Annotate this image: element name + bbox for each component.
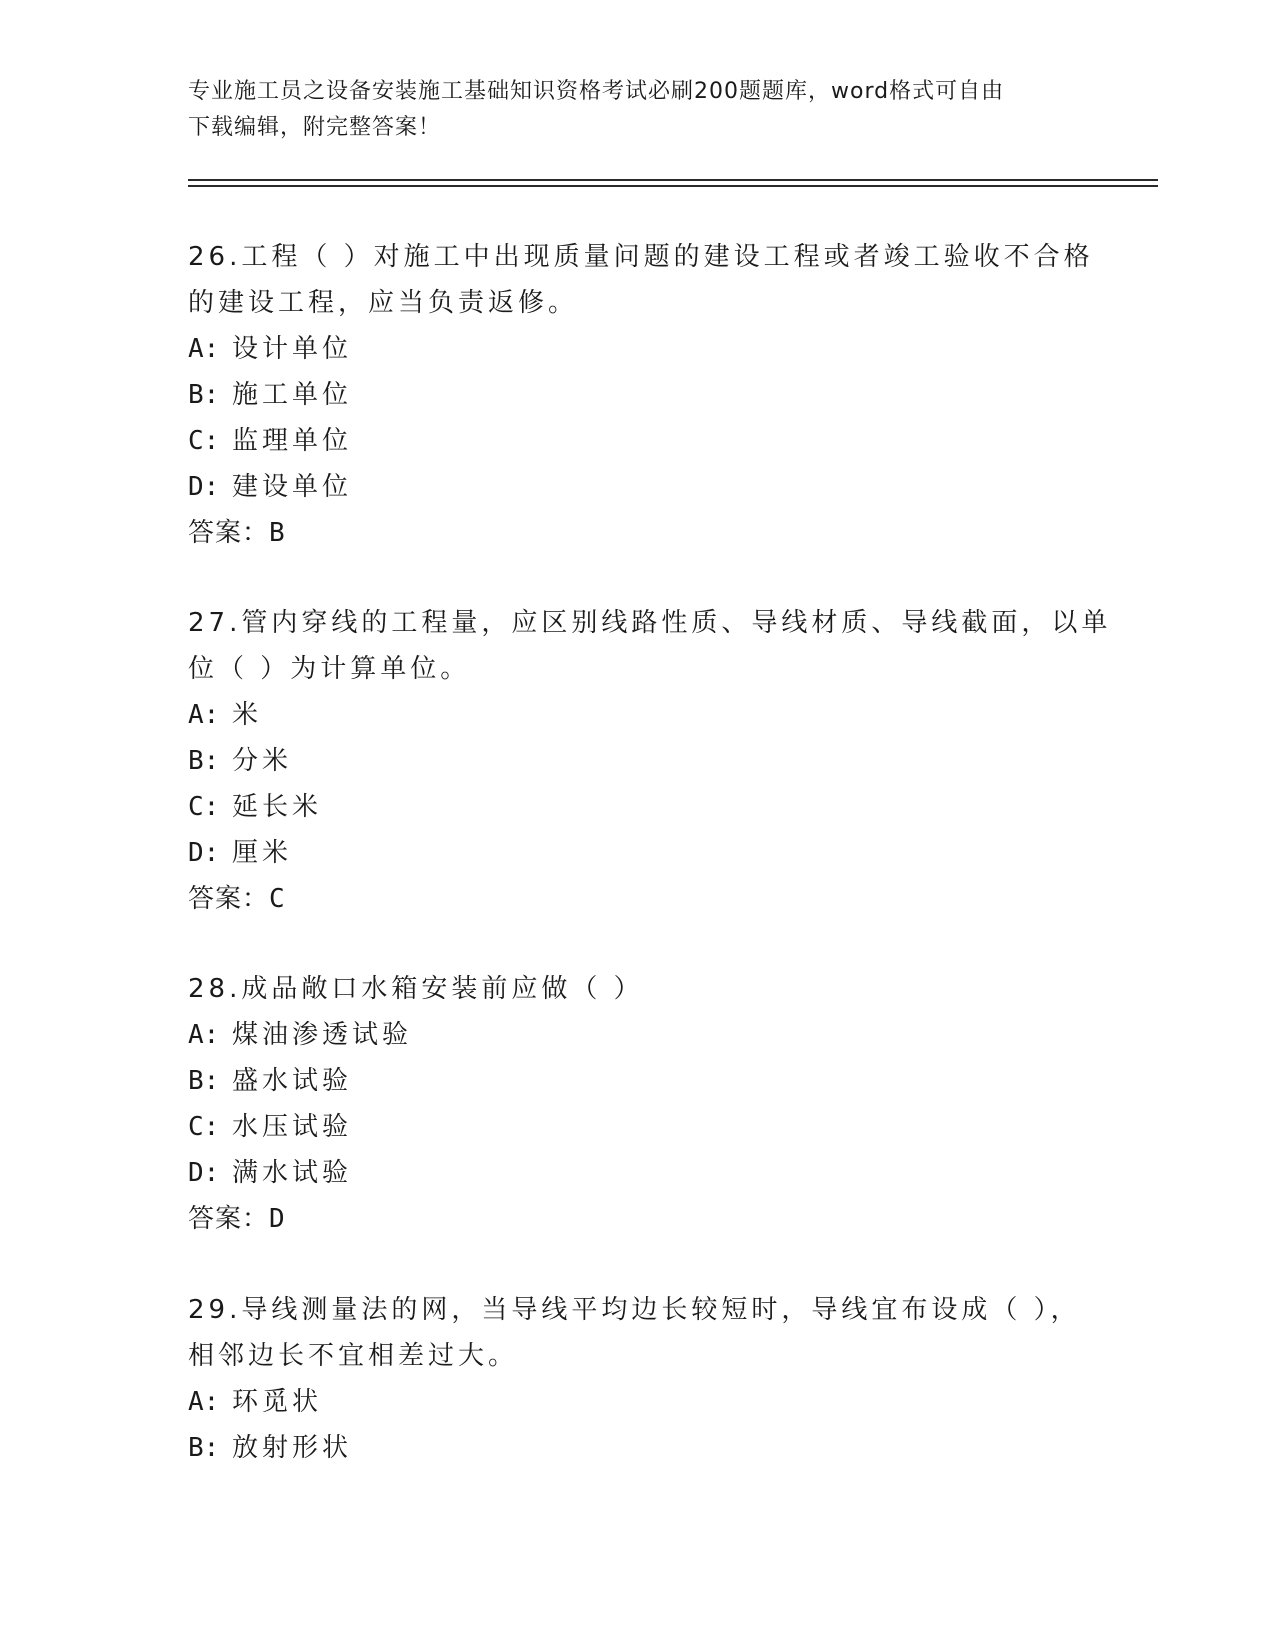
- question-text-line: 的建设工程，应当负责返修。: [188, 288, 579, 318]
- question-text-line: 29.导线测量法的网，当导线平均边长较短时，导线宜布设成（ ），: [188, 1295, 1081, 1325]
- option-b: [188, 738, 1088, 784]
- answer-label: 答案：: [188, 518, 270, 548]
- question-text-line: 位（ ）为计算单位。: [188, 654, 471, 684]
- option-key: D:: [188, 472, 220, 502]
- option-d: [188, 830, 1088, 876]
- option-a: [188, 692, 1088, 738]
- option-key: B:: [188, 1066, 220, 1096]
- header-divider-bottom: [188, 185, 1158, 187]
- option-key: A:: [188, 1387, 220, 1417]
- option-key: B:: [188, 380, 220, 410]
- option-key: A:: [188, 334, 220, 364]
- option-key: C:: [188, 792, 220, 822]
- option-d: [188, 464, 1088, 510]
- question-27: [188, 600, 1112, 922]
- option-c: [188, 418, 1088, 464]
- option-key: C:: [188, 426, 220, 456]
- header-line-2: 下载编辑，附完整答案！: [188, 115, 442, 140]
- answer-value: D: [269, 1204, 286, 1234]
- answer-label: 答案：: [188, 1204, 270, 1234]
- option-a: [188, 326, 1088, 372]
- option-a: [188, 1012, 1088, 1058]
- option-text: 施工单位: [232, 380, 353, 410]
- option-key: A:: [188, 1020, 220, 1050]
- question-text-line: 28.成品敞口水箱安装前应做（ ）: [188, 974, 644, 1004]
- question-text-line: 26.工程（ ）对施工中出现质量问题的建设工程或者竣工验收不合格: [188, 242, 1094, 272]
- option-d: [188, 1150, 1088, 1196]
- option-key: C:: [188, 1112, 220, 1142]
- option-text: 米: [232, 700, 263, 730]
- option-text: 放射形状: [232, 1433, 353, 1463]
- question-text-line: 相邻边长不宜相差过大。: [188, 1341, 519, 1371]
- option-b: [188, 1058, 1088, 1104]
- option-key: A:: [188, 700, 220, 730]
- question-28: [188, 966, 1088, 1242]
- option-text: 建设单位: [232, 472, 353, 502]
- option-key: D:: [188, 838, 220, 868]
- option-text: 满水试验: [232, 1158, 353, 1188]
- option-text: 分米: [232, 746, 293, 776]
- option-text: 设计单位: [232, 334, 353, 364]
- option-text: 环觅状: [232, 1387, 323, 1417]
- option-key: B:: [188, 746, 220, 776]
- answer-line: [188, 876, 1088, 922]
- header-divider-top: [188, 179, 1158, 181]
- header-line-1: 专业施工员之设备安装施工基础知识资格考试必刷200题题库，word格式可自由: [188, 79, 1005, 104]
- question-text-line: 27.管内穿线的工程量，应区别线路性质、导线材质、导线截面，以单: [188, 608, 1112, 638]
- option-text: 监理单位: [232, 426, 353, 456]
- option-a: [188, 1379, 1088, 1425]
- document-header: [188, 74, 1088, 146]
- option-c: [188, 784, 1088, 830]
- option-text: 盛水试验: [232, 1066, 353, 1096]
- answer-value: C: [269, 884, 286, 914]
- answer-label: 答案：: [188, 884, 270, 914]
- question-26: [188, 234, 1094, 556]
- answer-line: [188, 1196, 1088, 1242]
- question-29: [188, 1287, 1088, 1471]
- answer-line: [188, 510, 1088, 556]
- option-text: 煤油渗透试验: [232, 1020, 413, 1050]
- answer-value: B: [269, 518, 286, 548]
- option-c: [188, 1104, 1088, 1150]
- option-key: B:: [188, 1433, 220, 1463]
- option-text: 水压试验: [232, 1112, 353, 1142]
- option-text: 延长米: [232, 792, 323, 822]
- option-text: 厘米: [232, 838, 293, 868]
- option-key: D:: [188, 1158, 220, 1188]
- option-b: [188, 1425, 1088, 1471]
- option-b: [188, 372, 1088, 418]
